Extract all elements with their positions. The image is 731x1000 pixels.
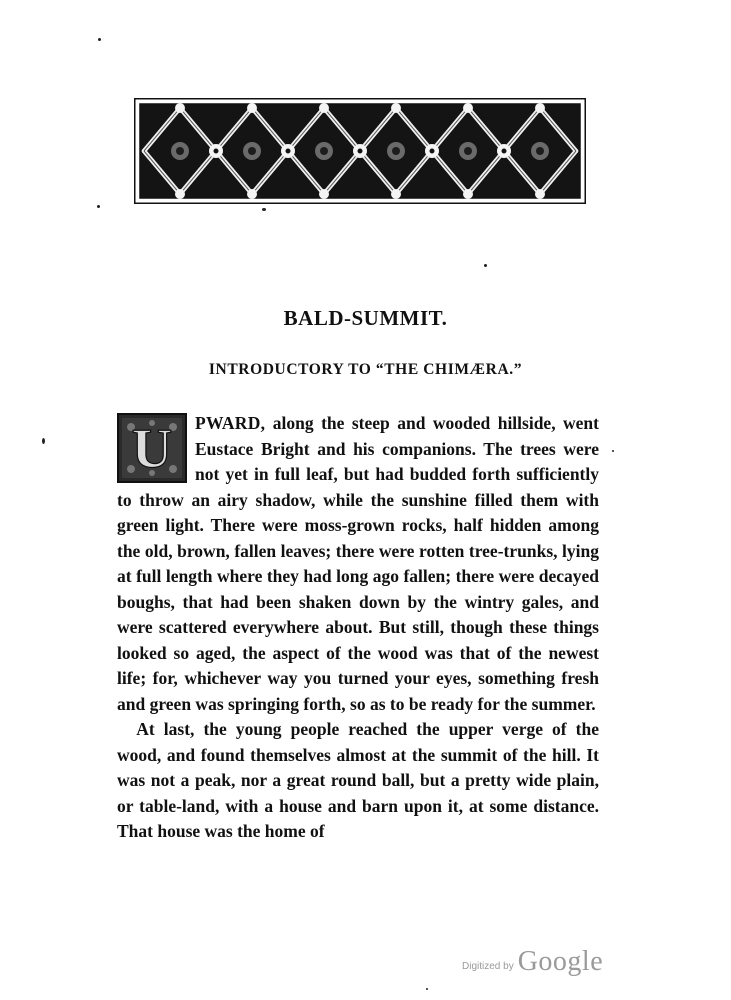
chapter-subtitle: INTRODUCTORY TO “THE CHIMÆRA.” [208,361,523,378]
digitized-watermark [462,938,622,978]
paragraph-2: At last, the young people reached the upper verge of the wood, and found themselves almost at the summit of the hill. It was not a peak, nor a great round ball, but a pretty wide plain, or table-land, with a house and barn upon it, at some distance. That house was the home of [117,719,599,841]
svg-text:U: U [131,418,173,480]
watermark-google-logo: Google [517,946,604,977]
paragraph-1-lead: PWARD, [195,413,266,433]
paragraph-1 [117,411,599,717]
scan-speck [426,988,428,990]
dropcap-u-icon [117,413,187,483]
scan-speck [42,438,45,444]
scan-speck [97,205,100,208]
header-ornament [134,98,586,204]
scan-speck [98,38,101,41]
chapter-title: BALD-SUMMIT. [283,306,448,330]
scan-speck [612,450,614,452]
paragraph-1-text: along the steep and wooded hillside, went Eustace Bright and his companions. The trees were not yet in full leaf, but had budded forth sufficiently to throw an airy shadow, while the sunshine filled them with green light. There were moss-grown rocks, half hidden among the old, brown, fallen leaves; there were rotten tree-trunks, lying at full length where they had long ago fallen; there were decayed boughs, that had been shaken down by the wintry gales, and were scattered everywhere about. But still, though these things looked so aged, the aspect of the wood was that of the newest life; for, whichever way you turned your eyes, something fresh and green was springing forth, so as to be ready for the summer. [117,413,599,714]
scan-speck [262,208,266,211]
watermark-small-text: Digitized by [462,961,514,972]
scan-speck [484,264,487,267]
body-text [117,411,599,845]
